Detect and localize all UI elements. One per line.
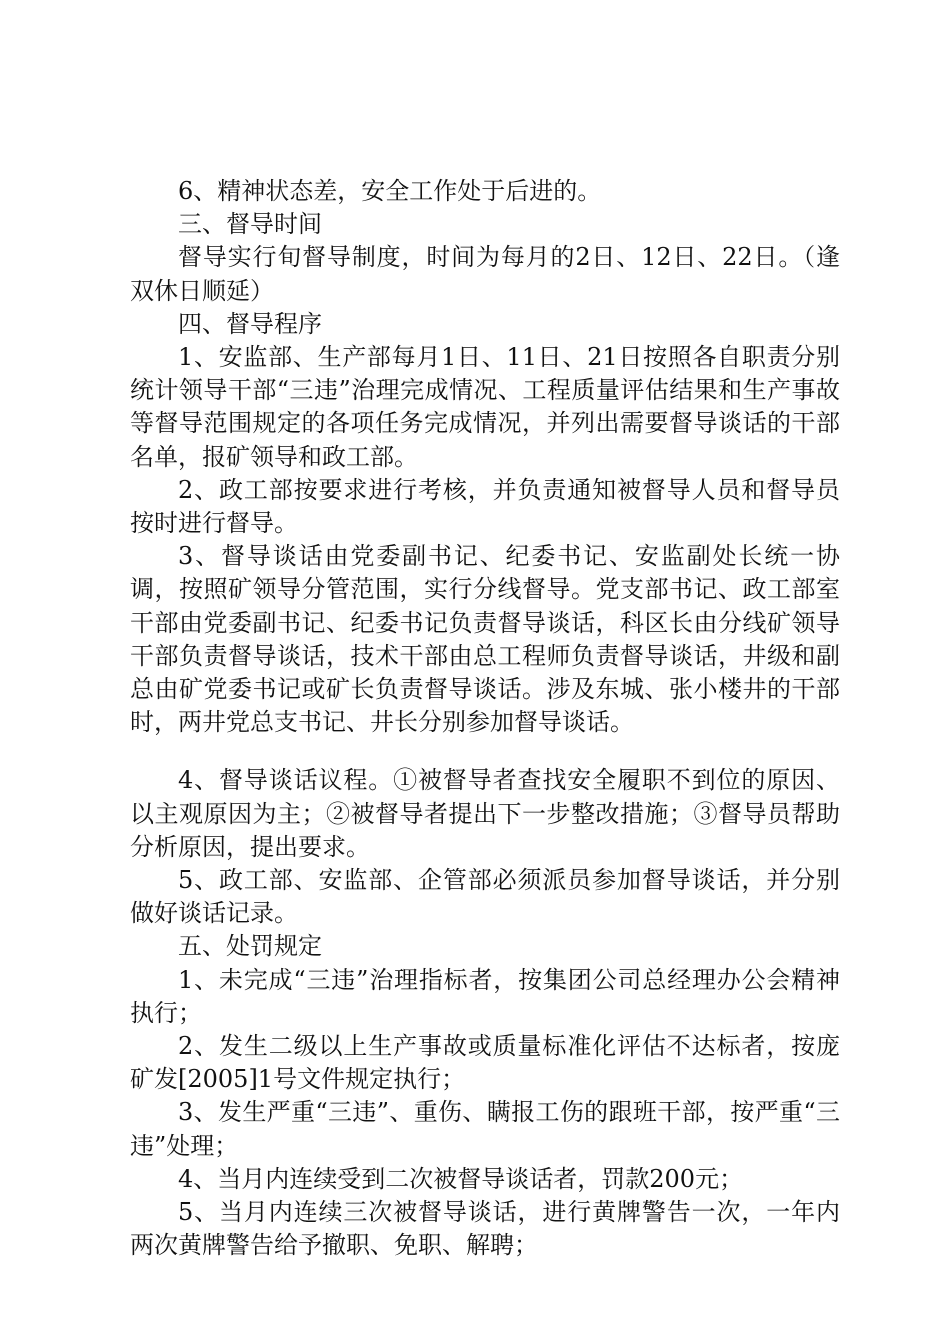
paragraph-penalty-3: 3、发生严重“三违”、重伤、瞒报工伤的跟班干部，按严重“三违”处理； [130,1098,840,1160]
paragraph-supervision-time: 督导实行旬督导制度，时间为每月的2日、12日、22日。（逢双休日顺延） [130,243,840,305]
paragraph-item-6: 6、精神状态差，安全工作处于后进的。 [178,177,602,205]
paragraph-spacer [130,739,840,764]
paragraph-penalty-5: 5、当月内连续三次被督导谈话，进行黄牌警告一次，一年内两次黄牌警告给予撤职、免职、解聘； [130,1198,840,1260]
section-heading-penalty: 五、处罚规定 [178,932,322,961]
section-heading-time: 三、督导时间 [178,210,322,239]
paragraph-penalty-1: 1、未完成“三违”治理指标者，按集团公司总经理办公会精神执行； [130,965,840,1027]
paragraph-procedure-1: 1、安监部、生产部每月1日、11日、21日按照各自职责分别统计领导干部“三违”治理完成情况、工程质量评估结果和生产事故等督导范围规定的各项任务完成情况，并列出需要督导谈话的干部名单，报矿领导和政工部。 [130,343,840,471]
paragraph-penalty-2: 2、发生二级以上生产事故或质量标准化评估不达标者，按庞矿发[2005]1号文件规定执行； [130,1032,840,1094]
section-heading-procedure: 四、督导程序 [178,309,322,338]
paragraph-procedure-5: 5、政工部、安监部、企管部必须派员参加督导谈话，并分别做好谈话记录。 [130,866,840,928]
document-body [130,175,840,1263]
paragraph-penalty-4: 4、当月内连续受到二次被督导谈话者，罚款200元； [178,1164,744,1193]
paragraph-procedure-2: 2、政工部按要求进行考核，并负责通知被督导人员和督导员按时进行督导。 [130,475,840,538]
paragraph-procedure-4: 4、督导谈话议程。①被督导者查找安全履职不到位的原因、以主观原因为主；②被督导者提出下一步整改措施；③督导员帮助分析原因，提出要求。 [130,766,840,861]
paragraph-procedure-3: 3、督导谈话由党委副书记、纪委书记、安监副处长统一协调，按照矿领导分管范围，实行分线督导。党支部书记、政工部室干部由党委副书记、纪委书记负责督导谈话，科区长由分线矿领导干部负责督导谈话，技术干部由总工程师负责督导谈话，井级和副总由矿党委书记或矿长负责督导谈话。涉及东城、张小楼井的干部时，两井党总支书记、井长分别参加督导谈话。 [130,542,840,737]
